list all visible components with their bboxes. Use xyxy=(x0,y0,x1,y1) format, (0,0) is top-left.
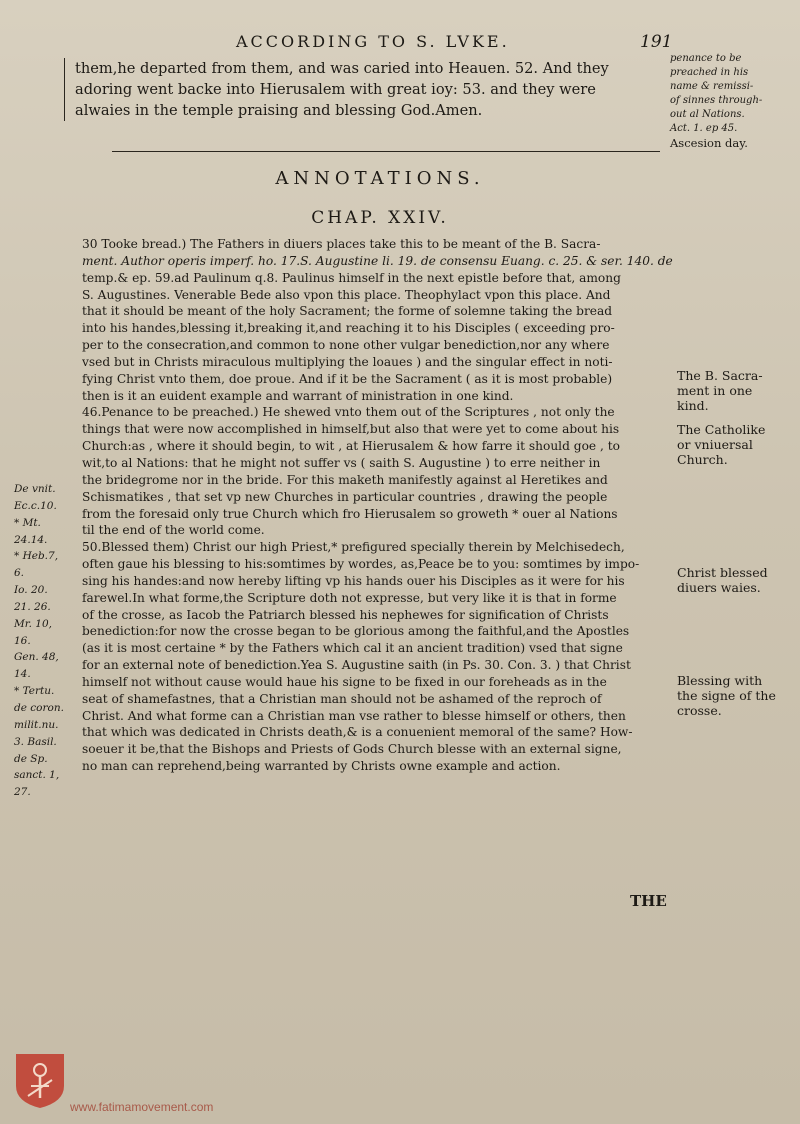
side-note-line: preached in his xyxy=(670,67,749,78)
left-margin-references xyxy=(14,481,80,801)
margin-reference: Ec.c.10. xyxy=(14,499,57,512)
annotation-line: seat of shamefastnes, that a Christian man should not be ashamed of the reproch of xyxy=(82,691,602,706)
margin-note-line: diuers waies. xyxy=(677,580,761,595)
side-note-line: penance to be xyxy=(670,53,742,64)
annotation-line: things that were now accomplished in himself,but also that were yet to come about his xyxy=(82,422,620,437)
annotations-title: ANNOTATIONS. xyxy=(275,168,485,189)
annotation-line: ment. Author operis imperf. ho. 17.S. Augustine li. 19. de consensu Euang. c. 25. & ser. 140. de xyxy=(82,253,673,268)
margin-reference: de coron. xyxy=(14,701,64,714)
margin-note-christ-blessed xyxy=(677,565,795,595)
side-note-line: out al Nations. xyxy=(670,109,745,120)
margin-note-line: ment in one xyxy=(677,383,753,398)
side-note-line: Act. 1. ep 45. xyxy=(670,123,738,134)
margin-reference: Io. 20. xyxy=(14,584,48,597)
annotation-line: from the foresaid only true Church which fro Hierusalem so groweth * ouer al Nations xyxy=(82,506,618,521)
annotation-line: often gaue his blessing to his:somtimes by wordes, as,Peace be to you: somtimes by impo- xyxy=(82,557,640,572)
margin-note-line: Christ blessed xyxy=(677,565,768,580)
annotation-line: that it should be meant of the holy Sacrament; the forme of solemne taking the bread xyxy=(82,304,613,319)
annotation-line: for an external note of benediction.Yea S. Augustine saith (in Ps. 30. Con. 3. ) that Christ xyxy=(82,658,631,673)
side-note-line: Ascesion day. xyxy=(670,136,748,150)
annotation-line: wit,to al Nations: that he might not suffer vs ( saith S. Augustine ) to erre neither in xyxy=(82,455,601,470)
section-rule xyxy=(112,151,660,152)
margin-note-line: Church. xyxy=(677,452,728,467)
annotation-line: til the end of the world come. xyxy=(82,523,265,538)
margin-note-sign-of-cross xyxy=(677,673,795,718)
annotation-line: 46.Penance to be preached.) He shewed vnto them out of the Scriptures , not only the xyxy=(82,405,615,420)
gospel-line: adoring went backe into Hierusalem with great ioy: 53. and they were xyxy=(75,81,596,98)
margin-note-line: the signe of the xyxy=(677,688,776,703)
watermark-url: www.fatimamovement.com xyxy=(70,1100,214,1114)
margin-reference: milit.nu. xyxy=(14,718,59,731)
margin-reference: * Heb.7, xyxy=(14,550,59,563)
annotation-line: no man can reprehend,being warranted by Christs owne example and action. xyxy=(82,759,561,774)
annotation-line: (as it is most certaine * by the Fathers which cal it an ancient tradition) vsed that signe xyxy=(82,641,623,656)
annotation-body xyxy=(82,236,676,775)
annotation-line: vsed but in Christs miraculous multiplying the loaues ) and the singular effect in noti- xyxy=(82,354,613,369)
margin-reference: * Tertu. xyxy=(14,685,55,698)
annotation-line: fying Christ vnto them, doe proue. And if it be the Sacrament ( as it is most probable) xyxy=(82,371,613,386)
page-number: 191 xyxy=(640,32,673,52)
annotation-line: Schismatikes , that set vp new Churches in particular countries , drawing the people xyxy=(82,489,608,504)
margin-reference: de Sp. xyxy=(14,752,48,765)
margin-note-sacrament xyxy=(677,368,795,413)
margin-note-line: crosse. xyxy=(677,703,722,718)
margin-note-catholike-church xyxy=(677,422,795,467)
margin-reference: De vnit. xyxy=(14,483,56,495)
annotation-line: 30 Tooke bread.) The Fathers in diuers places take this to be meant of the B. Sacra- xyxy=(82,237,601,251)
annotation-line: soeuer it be,that the Bishops and Priests of Gods Church blesse with an external signe, xyxy=(82,742,622,757)
margin-note-line: The Catholike xyxy=(677,422,766,437)
margin-note-line: kind. xyxy=(677,398,709,413)
annotation-line: sing his handes:and now hereby lifting vp his hands ouer his Disciples as it were for his xyxy=(82,573,625,588)
catchword: THE xyxy=(630,892,667,910)
side-note-line: of sinnes through- xyxy=(670,95,763,106)
chapter-title: CHAP. XXIV. xyxy=(311,208,449,228)
margin-reference: 24.14. xyxy=(14,533,48,546)
annotation-line: the bridegrome nor in the bride. For this maketh manifestly against al Heretikes and xyxy=(82,472,608,487)
annotation-line: 50.Blessed them) Christ our high Priest,* prefigured specially therein by Melchisedech, xyxy=(82,540,625,555)
annotation-line: farewel.In what forme,the Scripture doth not expresse, but very like it is that in forme xyxy=(82,590,617,605)
gospel-text-block xyxy=(64,58,687,121)
margin-reference: 14. xyxy=(14,668,31,681)
side-note-line: name & remissi- xyxy=(670,81,754,92)
annotation-line: temp.& ep. 59.ad Paulinum q.8. Paulinus himself in the next epistle before that, among xyxy=(82,270,621,285)
annotation-line: Christ. And what forme can a Christian man vse rather to blesse himself or others, then xyxy=(82,708,626,723)
margin-note-line: The B. Sacra- xyxy=(677,368,763,383)
side-note-penance xyxy=(670,52,795,150)
gospel-line: alwaies in the temple praising and blessing God.Amen. xyxy=(75,102,483,119)
margin-note-line: Blessing with xyxy=(677,673,763,688)
gospel-line: them,he departed from them, and was caried into Heauen. 52. And they xyxy=(75,60,609,77)
margin-reference: 6. xyxy=(14,567,25,580)
margin-reference: Mr. 10, xyxy=(14,617,52,630)
annotation-line: S. Augustines. Venerable Bede also vpon this place. Theophylact vpon this place. And xyxy=(82,287,611,302)
margin-reference: 27. xyxy=(14,786,31,799)
margin-reference: sanct. 1, xyxy=(14,769,60,782)
margin-reference: Gen. 48, xyxy=(14,651,59,664)
running-head: ACCORDING TO S. LVKE. xyxy=(236,32,510,51)
margin-reference: 3. Basil. xyxy=(14,735,57,748)
margin-reference: * Mt. xyxy=(14,516,41,529)
annotation-line: then is it an euident example and warrant of ministration in one kind. xyxy=(82,388,514,403)
annotation-line: into his handes,blessing it,breaking it,and reaching it to his Disciples ( exceeding pro- xyxy=(82,321,615,336)
margin-reference: 16. xyxy=(14,634,31,647)
annotation-line: that which was dedicated in Christs death,& is a conuenient memoral of the same? How- xyxy=(82,725,633,740)
margin-note-line: or vniuersal xyxy=(677,437,753,452)
watermark-logo-icon xyxy=(14,1052,66,1110)
annotation-line: of the crosse, as Iacob the Patriarch blessed his nephewes for signification of Christs xyxy=(82,607,609,622)
annotation-line: himself not without cause would haue his signe to be fixed in our foreheads as in the xyxy=(82,674,607,689)
annotation-line: Church:as , where it should begin, to wit , at Hierusalem & how farre it should goe , to xyxy=(82,439,620,454)
margin-reference: 21. 26. xyxy=(14,600,51,613)
annotation-line: benediction:for now the crosse began to be glorious among the faithful,and the Apostles xyxy=(82,624,630,639)
annotation-line: per to the consecration,and common to none other vulgar benediction,nor any where xyxy=(82,338,610,353)
